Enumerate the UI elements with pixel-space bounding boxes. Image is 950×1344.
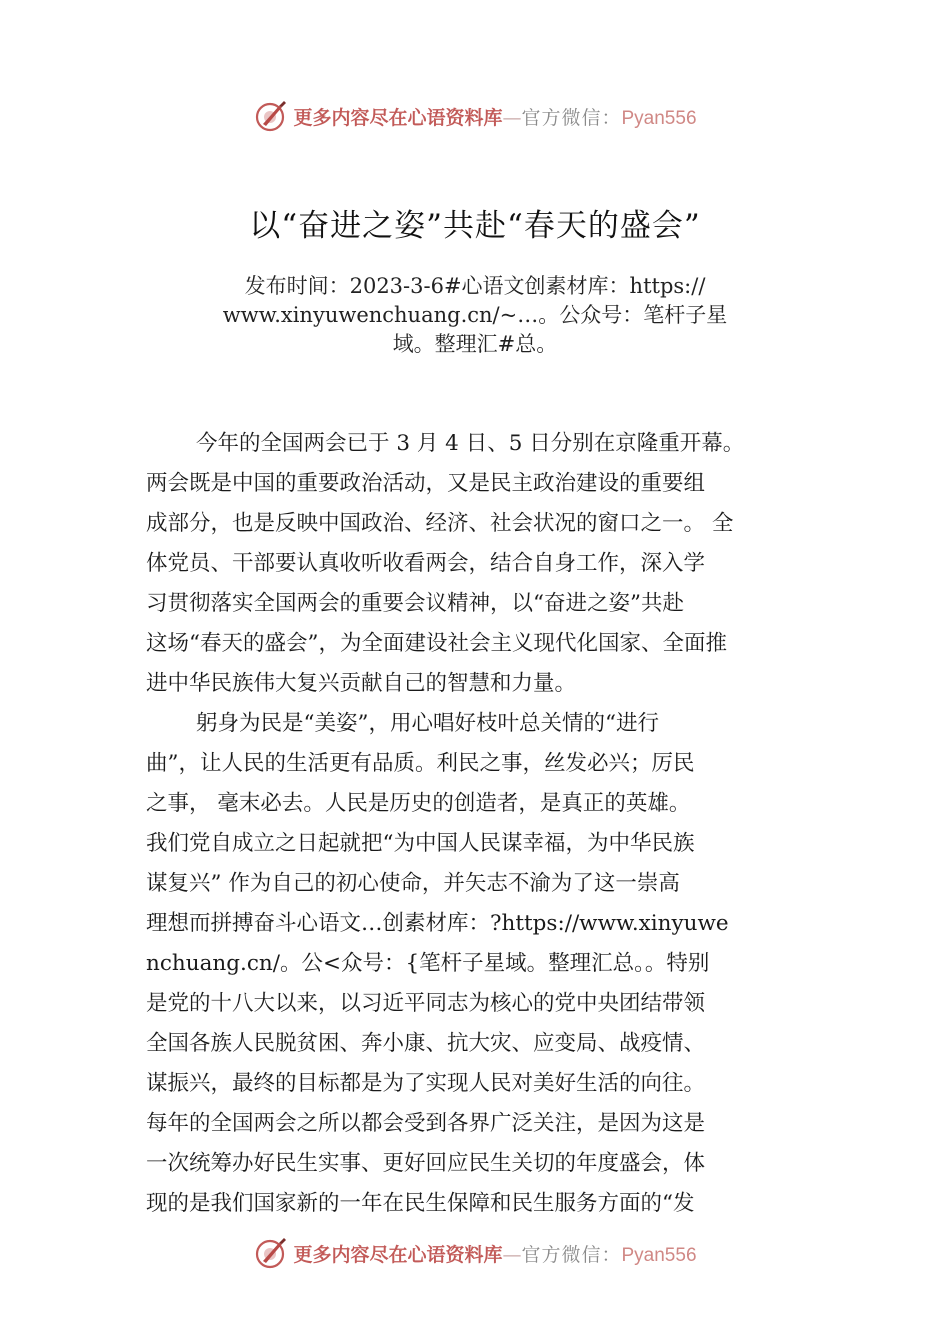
ink-brush-logo-icon — [253, 98, 289, 134]
body-line: 躬身为民是“美姿”，用心唱好枝叶总关情的“进行 — [196, 711, 659, 736]
body-line: 是党的十八大以来，以习近平同志为核心的党中央团结带领 — [146, 991, 706, 1016]
banner-wechat-id: Pyan556 — [621, 107, 697, 129]
body-line: 我们党自成立之日起就把“为中国人民谋幸福，为中华民族 — [146, 831, 695, 856]
body-line: 全国各族人民脱贫困、奔小康、抗大灾、应变局、战疫情、 — [146, 1031, 706, 1056]
banner-library-name: 更多内容尽在心语资料库 — [293, 106, 503, 129]
body-line: 进中华民族伟大复兴贡献自己的智慧和力量。 — [146, 671, 577, 696]
article-body — [146, 424, 818, 1224]
banner-wechat-label: 官方微信： — [521, 1243, 622, 1266]
body-line: 成部分，也是反映中国政治、经济、社会状况的窗口之一。 全 — [146, 511, 734, 536]
body-line: nchuang.cn/。公<众号：{笔杆子星域。整理汇总。。特别 — [146, 951, 710, 976]
top-banner — [0, 96, 950, 136]
banner-separator: — — [502, 1243, 522, 1266]
article-title: 以“奋进之姿”共赴“春天的盛会” — [249, 208, 701, 244]
body-line: 每年的全国两会之所以都会受到各界广泛关注，是因为这是 — [146, 1111, 706, 1136]
meta-line: 域。整理汇#总。 — [392, 332, 558, 356]
meta-line: 发布时间：2023-3-6#心语文创素材库：https:// — [244, 274, 706, 298]
meta-line: www.xinyuwenchuang.cn/~…。公众号：笔杆子星 — [222, 303, 728, 327]
banner-text — [293, 1240, 696, 1267]
body-line: 体党员、干部要认真收听收看两会，结合自身工作，深入学 — [146, 551, 706, 576]
banner-separator: — — [502, 106, 522, 129]
body-line: 习贯彻落实全国两会的重要会议精神，以“奋进之姿”共赴 — [146, 591, 684, 616]
banner-wechat-label: 官方微信： — [521, 106, 622, 129]
ink-brush-logo-icon — [253, 1235, 289, 1271]
article-meta — [190, 272, 760, 359]
bottom-banner — [0, 1233, 950, 1273]
body-line: 谋振兴，最终的目标都是为了实现人民对美好生活的向往。 — [146, 1071, 706, 1096]
body-line: 之事， 毫末必去。人民是历史的创造者，是真正的英雄。 — [146, 791, 691, 816]
body-line: 谋复兴” 作为自己的初心使命，并矢志不渝为了这一崇高 — [146, 871, 680, 896]
body-line: 曲”，让人民的生活更有品质。利民之事，丝发必兴；厉民 — [146, 751, 695, 776]
body-line: 理想而拼搏奋斗心语文…创素材库：?https://www.xinyuwe — [146, 911, 729, 936]
body-line: 今年的全国两会已于 3 月 4 日、5 日分别在京隆重开幕。 — [196, 431, 745, 456]
banner-library-name: 更多内容尽在心语资料库 — [293, 1243, 503, 1266]
body-line: 两会既是中国的重要政治活动，又是民主政治建设的重要组 — [146, 471, 706, 496]
body-line: 现的是我们国家新的一年在民生保障和民生服务方面的“发 — [146, 1191, 695, 1216]
banner-wechat-id: Pyan556 — [621, 1244, 697, 1266]
banner-text — [293, 103, 696, 130]
body-line: 这场“春天的盛会”，为全面建设社会主义现代化国家、全面推 — [146, 631, 727, 656]
body-line: 一次统筹办好民生实事、更好回应民生关切的年度盛会，体 — [146, 1151, 706, 1176]
